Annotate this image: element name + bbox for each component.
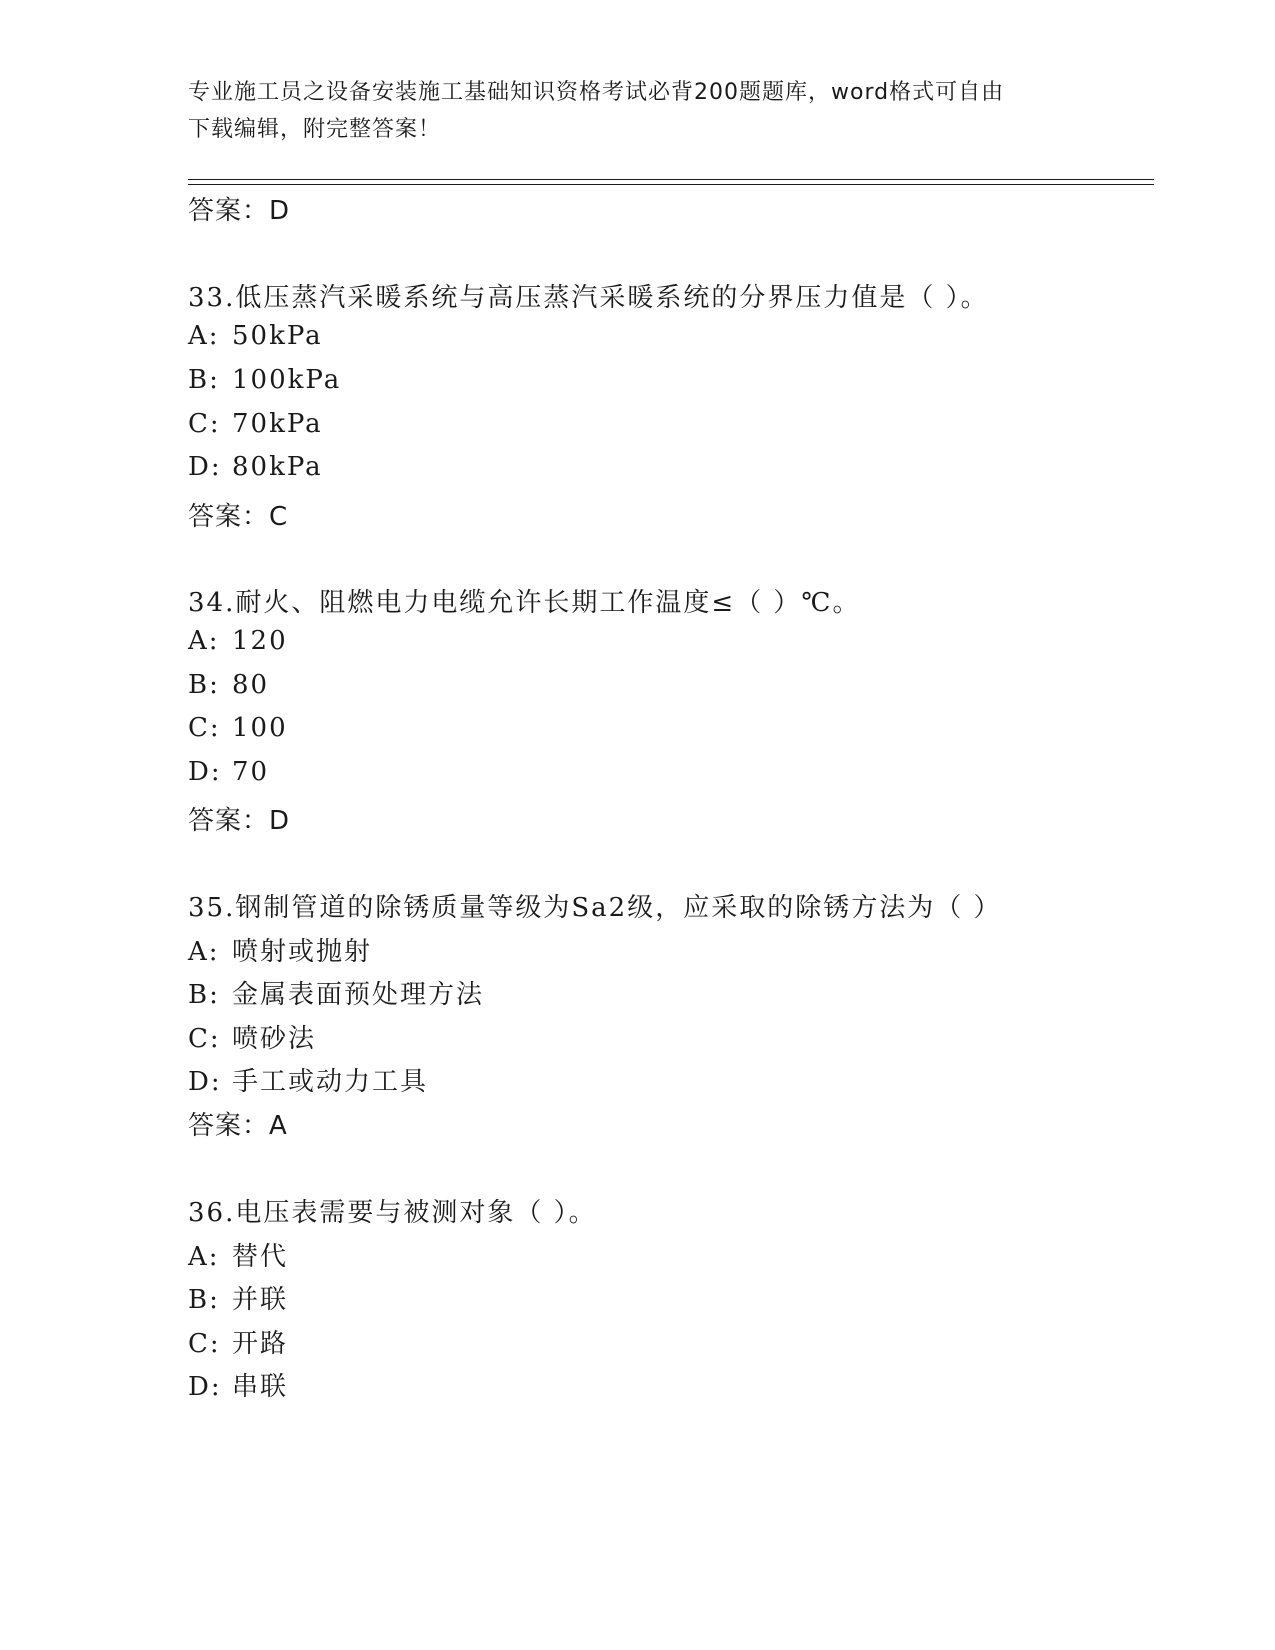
option-key: B:	[188, 670, 220, 700]
option-item	[188, 409, 323, 439]
option-item	[188, 757, 269, 787]
option-text: 手工或动力工具	[232, 1067, 429, 1097]
previous-answer: 答案：D	[188, 196, 291, 226]
option-text: 喷砂法	[232, 1024, 317, 1054]
option-key: C:	[188, 1329, 221, 1359]
option-item	[188, 713, 288, 743]
header-line-1: 专业施工员之设备安装施工基础知识资格考试必背200题题库，word格式可自由	[188, 80, 1005, 105]
option-key: B:	[188, 365, 220, 395]
option-item	[188, 931, 372, 968]
option-key: B:	[188, 980, 220, 1010]
option-item	[188, 1236, 288, 1273]
question-stem: 34.耐火、阻燃电力电缆允许长期工作温度≤（ ）℃。	[188, 588, 861, 618]
option-text: 70kPa	[232, 409, 323, 439]
option-key: C:	[188, 1024, 221, 1054]
option-item	[188, 1279, 288, 1316]
question-stem: 36.电压表需要与被测对象（ ）。	[188, 1198, 597, 1228]
option-text: 100	[232, 713, 288, 743]
answer-label: 答案：D	[188, 806, 291, 836]
option-text: 串联	[232, 1372, 289, 1402]
option-text: 替代	[232, 1242, 289, 1272]
option-text: 100kPa	[232, 365, 342, 395]
document-header	[188, 74, 1068, 148]
option-key: C:	[188, 713, 221, 743]
answer-label: 答案：A	[188, 1111, 288, 1141]
option-item	[188, 974, 484, 1011]
option-key: B:	[188, 1285, 220, 1315]
option-text: 80	[232, 670, 270, 700]
option-key: C:	[188, 409, 221, 439]
question-stem: 33.低压蒸汽采暖系统与高压蒸汽采暖系统的分界压力值是（ ）。	[188, 283, 989, 313]
header-line-2: 下载编辑，附完整答案！	[188, 117, 442, 142]
option-item	[188, 1323, 288, 1360]
option-item	[188, 452, 323, 482]
option-item	[188, 1018, 316, 1055]
option-key: D:	[188, 757, 222, 787]
option-item	[188, 1061, 428, 1098]
option-text: 80kPa	[232, 452, 323, 482]
option-key: A:	[188, 937, 220, 967]
option-text: 70	[232, 757, 270, 787]
option-item	[188, 365, 341, 395]
option-item	[188, 670, 269, 700]
option-text: 喷射或抛射	[232, 937, 373, 967]
option-item	[188, 321, 323, 351]
answer-label: 答案：C	[188, 502, 289, 532]
question-stem: 35.钢制管道的除锈质量等级为Sa2级，应采取的除锈方法为（ ）	[188, 893, 1002, 923]
option-item	[188, 1366, 288, 1403]
option-text: 50kPa	[232, 321, 323, 351]
option-text: 金属表面预处理方法	[232, 980, 485, 1010]
option-key: D:	[188, 452, 222, 482]
option-item	[188, 626, 288, 656]
option-text: 120	[232, 626, 288, 656]
option-key: D:	[188, 1067, 222, 1097]
header-divider-top	[188, 179, 1154, 180]
option-key: A:	[188, 626, 220, 656]
option-key: A:	[188, 321, 220, 351]
option-key: D:	[188, 1372, 222, 1402]
option-text: 开路	[232, 1329, 289, 1359]
option-key: A:	[188, 1242, 220, 1272]
header-divider-bottom	[188, 184, 1154, 185]
option-text: 并联	[232, 1285, 289, 1315]
